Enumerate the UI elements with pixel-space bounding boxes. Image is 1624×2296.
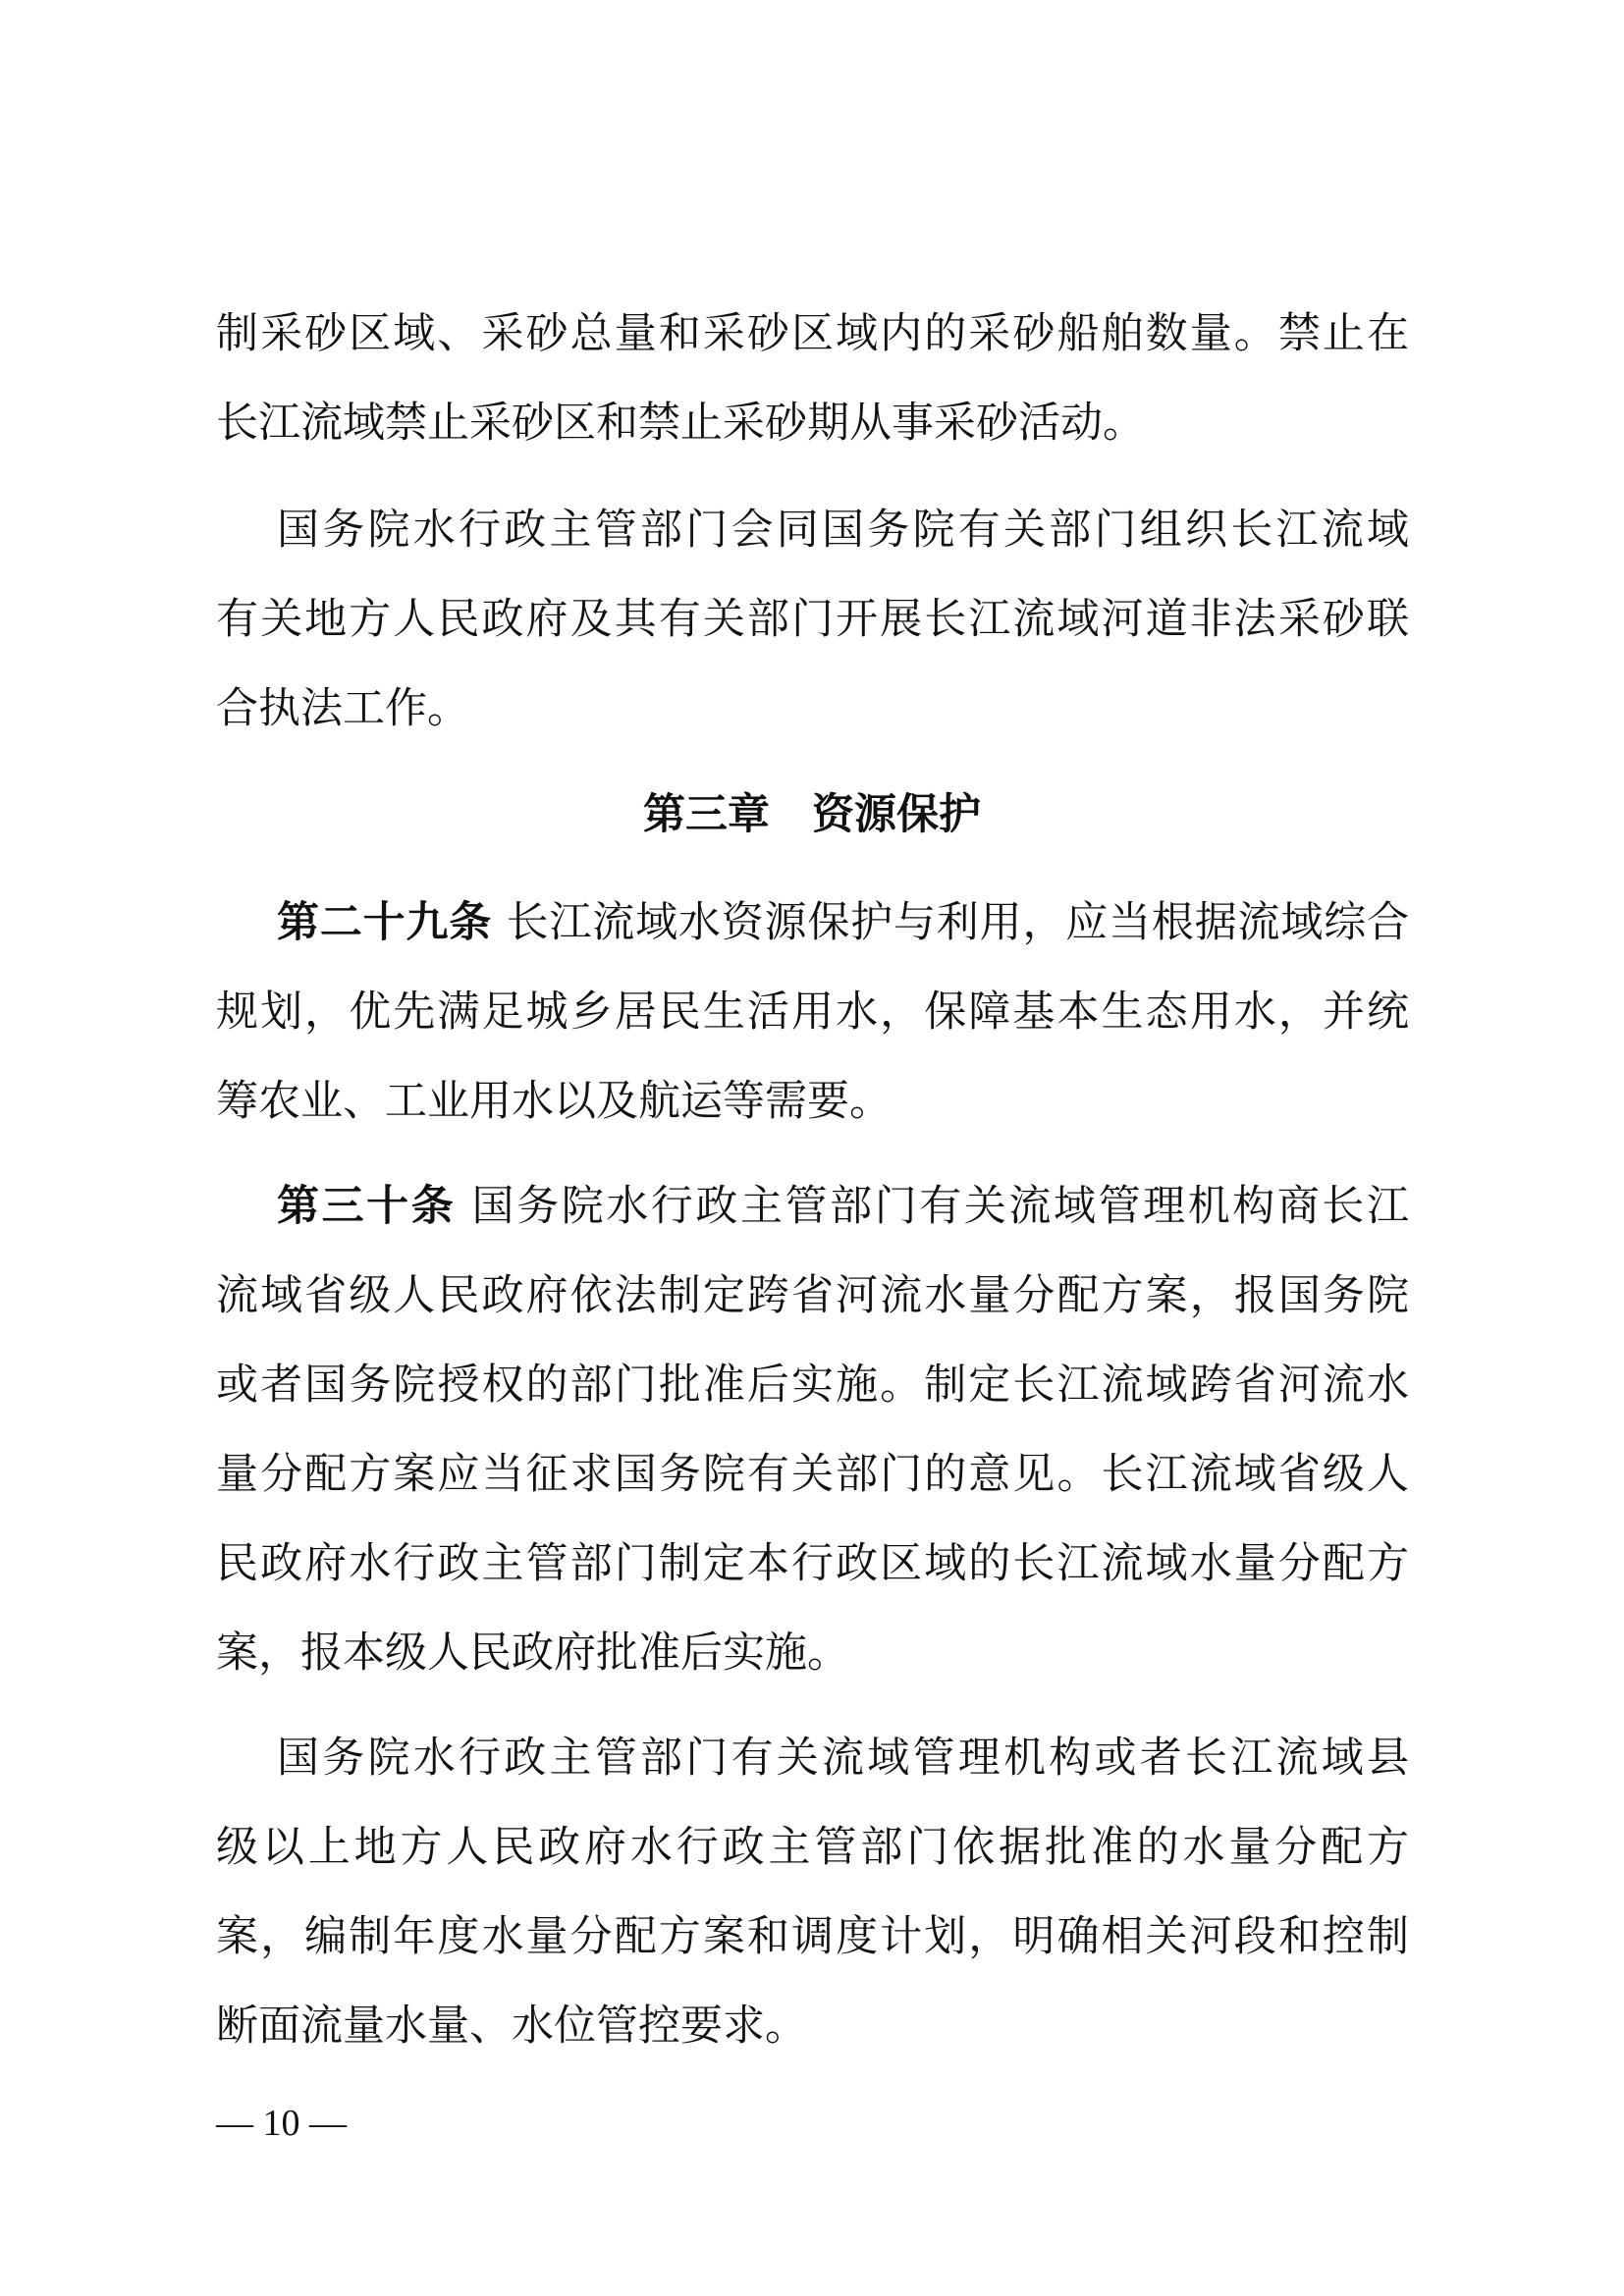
article-29-first-line xyxy=(277,893,1409,952)
paragraph-line: 流域省级人民政府依法制定跨省河流水量分配方案，报国务院 xyxy=(216,1271,1409,1320)
paragraph-line: 长江流域禁止采砂区和禁止采砂期从事采砂活动。 xyxy=(216,399,1145,448)
paragraph-line: 制采砂区域、采砂总量和采砂区域内的采砂船舶数量。禁止在 xyxy=(216,309,1409,358)
paragraph-line: 或者国务院授权的部门批准后实施。制定长江流域跨省河流水 xyxy=(216,1361,1409,1410)
paragraph-line: 级以上地方人民政府水行政主管部门依据批准的水量分配方 xyxy=(216,1823,1409,1872)
paragraph-line: 量分配方案应当征求国务院有关部门的意见。长江流域省级人 xyxy=(216,1450,1409,1499)
paragraph-line: 国务院水行政主管部门会同国务院有关部门组织长江流域 xyxy=(277,506,1409,555)
article-29-text: 长江流域水资源保护与利用，应当根据流域综合 xyxy=(506,898,1409,947)
paragraph-line: 民政府水行政主管部门制定本行政区域的长江流域水量分配方 xyxy=(216,1539,1409,1588)
paragraph-line: 规划，优先满足城乡居民生活用水，保障基本生态用水，并统 xyxy=(216,988,1409,1037)
paragraph-line: 断面流量水量、水位管控要求。 xyxy=(216,2002,807,2051)
chapter-heading: 第三章 资源保护 xyxy=(643,790,981,839)
article-30-text: 国务院水行政主管部门有关流域管理机构商长江 xyxy=(471,1182,1409,1231)
paragraph-line: 有关地方人民政府及其有关部门开展长江流域河道非法采砂联 xyxy=(216,595,1409,644)
paragraph-line: 案，报本级人民政府批准后实施。 xyxy=(216,1629,849,1678)
page-number: — 10 — xyxy=(216,2103,347,2144)
paragraph-line: 合执法工作。 xyxy=(216,684,469,733)
paragraph-line: 国务院水行政主管部门有关流域管理机构或者长江流域县 xyxy=(277,1734,1409,1783)
article-30-label: 第三十条 xyxy=(277,1182,457,1231)
paragraph-line: 筹农业、工业用水以及航运等需要。 xyxy=(216,1077,892,1126)
article-30-first-line xyxy=(277,1177,1409,1236)
article-29-label: 第二十九条 xyxy=(277,898,493,947)
paragraph-line: 案，编制年度水量分配方案和调度计划，明确相关河段和控制 xyxy=(216,1912,1409,1961)
